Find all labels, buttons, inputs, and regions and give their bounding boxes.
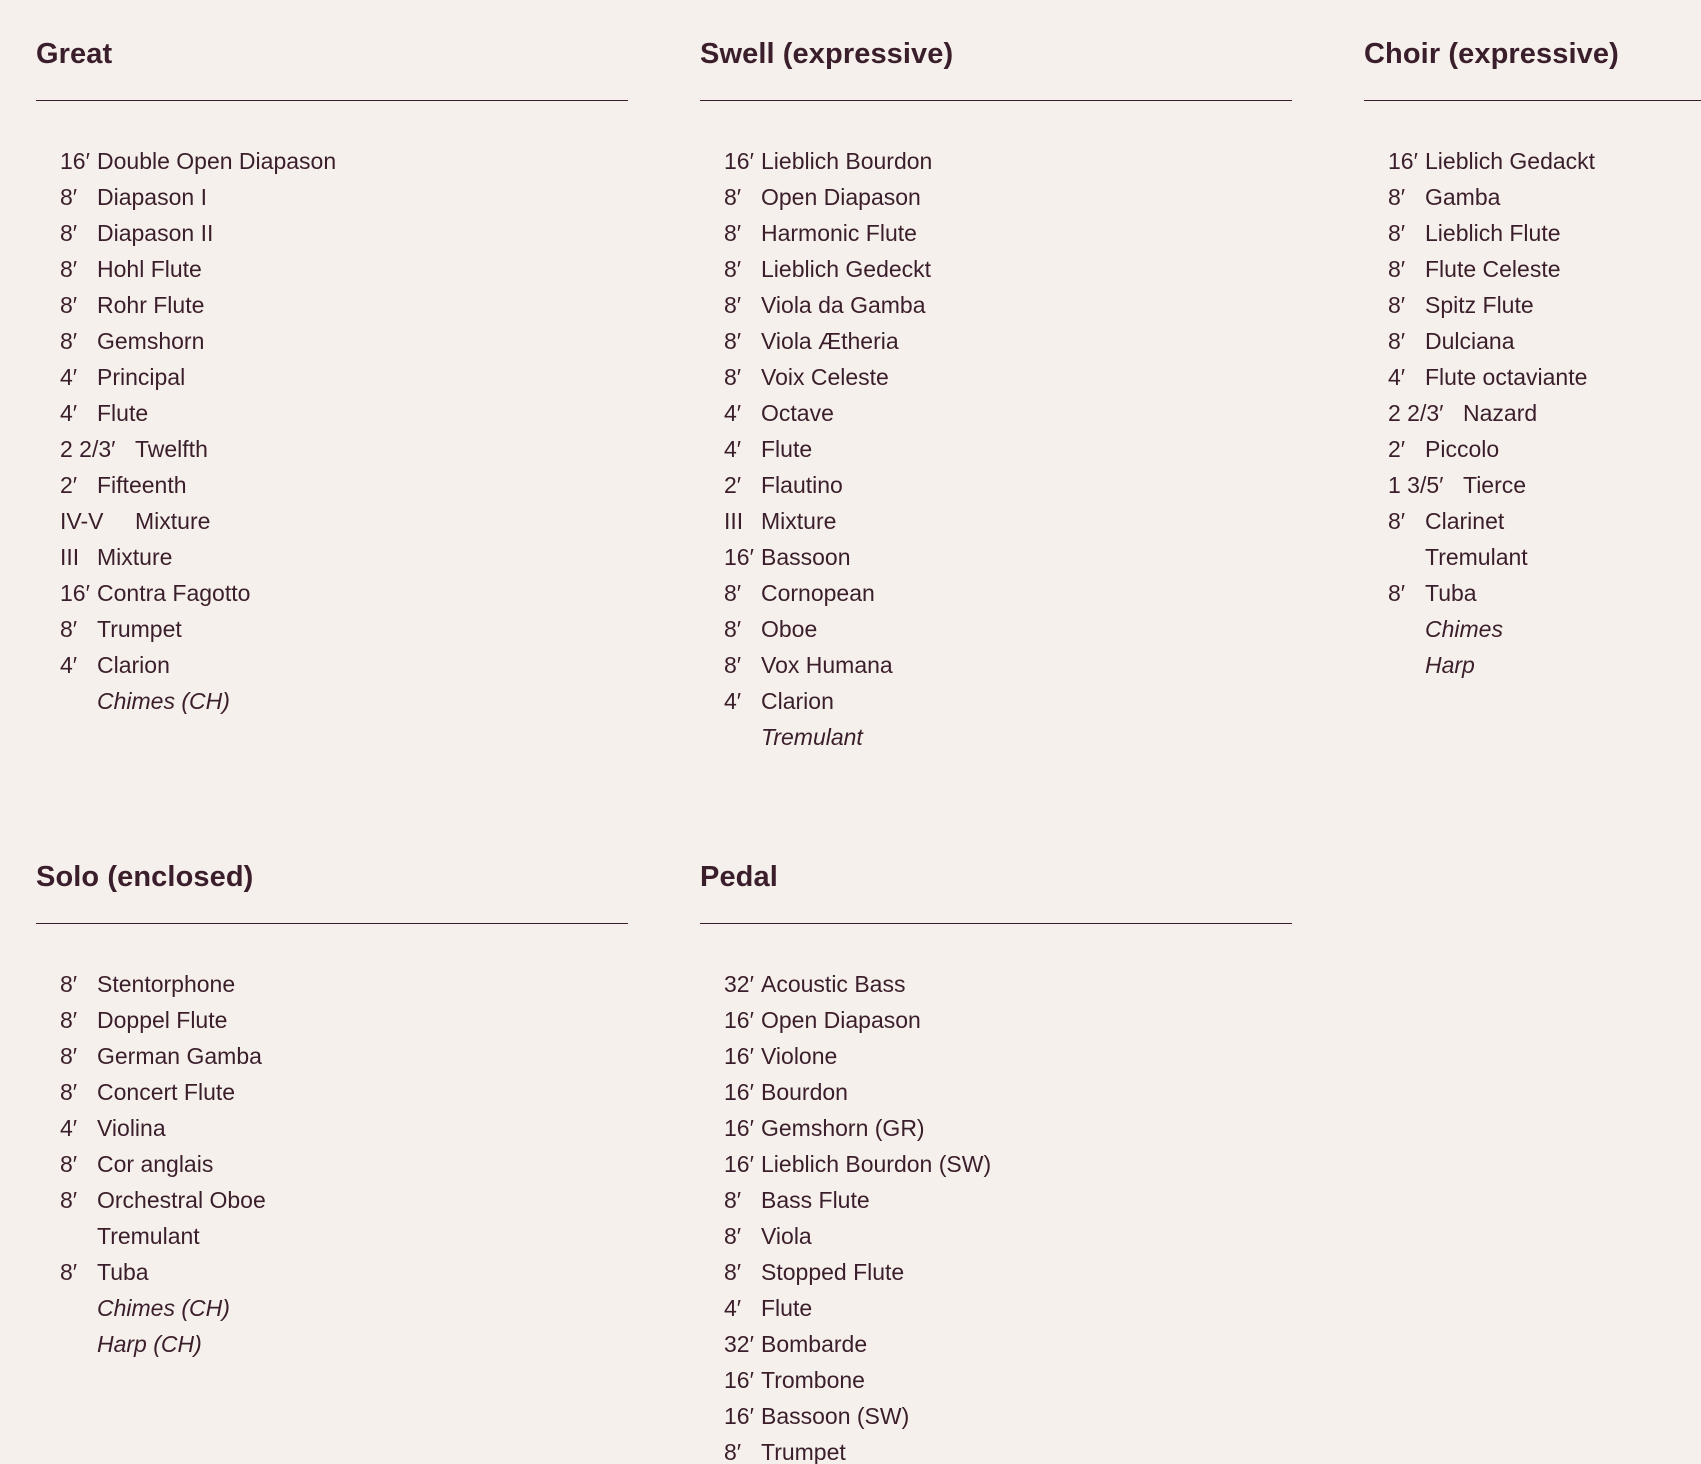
stop-item: [1388, 323, 1701, 359]
stop-pitch: 8′: [60, 1079, 78, 1105]
stop-name: Tuba: [1425, 580, 1477, 606]
stop-name: Mixture: [97, 544, 173, 570]
stop-item: [724, 359, 1292, 395]
stop-name: Spitz Flute: [1425, 292, 1534, 318]
stop-item: [60, 359, 628, 395]
stop-item: [60, 611, 628, 647]
stop-name: Double Open Diapason: [97, 148, 337, 174]
stop-item: [60, 1326, 628, 1362]
stop-pitch: 8′: [724, 184, 742, 210]
stop-pitch: 8′: [724, 220, 742, 246]
stop-name: Trumpet: [97, 616, 182, 642]
stop-item: [724, 323, 1292, 359]
stop-list: [700, 924, 1292, 1464]
stop-item: [724, 611, 1292, 647]
stop-name: Hohl Flute: [97, 256, 202, 282]
division-title: Solo (enclosed): [36, 861, 254, 893]
stop-item: [724, 143, 1292, 179]
stop-name: Bass Flute: [761, 1187, 870, 1213]
stop-item: [60, 1290, 628, 1326]
stop-item: [724, 251, 1292, 287]
stop-name: Gemshorn: [97, 328, 205, 354]
stop-name: Nazard: [1463, 400, 1538, 426]
stop-pitch: 16′: [724, 1043, 754, 1069]
stop-name: Chimes (CH): [97, 1295, 230, 1321]
stop-pitch: 8′: [60, 184, 78, 210]
stop-item: [60, 966, 628, 1002]
stop-name: Viola: [761, 1223, 812, 1249]
stop-pitch: 8′: [60, 1007, 78, 1033]
division-great: [36, 20, 628, 719]
stop-pitch: 8′: [724, 1259, 742, 1285]
stop-pitch: 16′: [724, 1079, 754, 1105]
division-title: Pedal: [700, 861, 778, 893]
stop-name: Tierce: [1463, 472, 1527, 498]
stop-item: [724, 179, 1292, 215]
stop-name: Doppel Flute: [97, 1007, 228, 1033]
stop-item: [60, 1254, 628, 1290]
stop-item: [60, 575, 628, 611]
stop-name: Cor anglais: [97, 1151, 214, 1177]
stop-name: Gemshorn (GR): [761, 1115, 925, 1141]
stop-pitch: 16′: [1388, 148, 1418, 174]
stop-pitch: 8′: [1388, 328, 1406, 354]
stop-item: [60, 431, 628, 467]
stop-pitch: 2′: [60, 472, 78, 498]
division-choir: [1364, 20, 1701, 683]
stop-pitch: 4′: [60, 1115, 78, 1141]
stop-pitch: 8′: [724, 292, 742, 318]
stop-item: [1388, 539, 1701, 575]
stop-item: [724, 1254, 1292, 1290]
stop-name: Flute: [761, 436, 813, 462]
stop-item: [724, 215, 1292, 251]
stop-item: [724, 503, 1292, 539]
stop-item: [724, 1398, 1292, 1434]
stop-item: [724, 1434, 1292, 1464]
stop-name: Open Diapason: [761, 184, 921, 210]
stop-name: Acoustic Bass: [761, 971, 906, 997]
stop-pitch: 4′: [724, 688, 742, 714]
stop-item: [1388, 143, 1701, 179]
stop-name: Clarion: [97, 652, 170, 678]
stop-pitch: 4′: [724, 400, 742, 426]
stop-name: Octave: [761, 400, 834, 426]
stop-pitch: 1 3/5′: [1388, 472, 1444, 498]
stop-name: Oboe: [761, 616, 818, 642]
stop-pitch: 8′: [724, 328, 742, 354]
stop-pitch: 4′: [724, 436, 742, 462]
stop-pitch: 32′: [724, 971, 754, 997]
stop-name: Clarion: [761, 688, 834, 714]
stop-pitch: 16′: [724, 1115, 754, 1141]
stop-name: Lieblich Gedackt: [1425, 148, 1596, 174]
stop-item: [724, 1074, 1292, 1110]
stop-pitch: 4′: [60, 400, 78, 426]
stop-name: Viola Ætheria: [761, 328, 899, 354]
division-title: Choir (expressive): [1364, 38, 1619, 70]
stop-item: [724, 1182, 1292, 1218]
stop-pitch: 8′: [60, 616, 78, 642]
stop-name: Tremulant: [1425, 544, 1528, 570]
stop-item: [724, 1218, 1292, 1254]
stop-item: [724, 647, 1292, 683]
stop-item: [724, 395, 1292, 431]
stop-list: [36, 101, 628, 719]
stop-item: [1388, 215, 1701, 251]
stop-item: [1388, 611, 1701, 647]
stop-item: [60, 683, 628, 719]
stop-name: Rohr Flute: [97, 292, 205, 318]
stop-item: [60, 215, 628, 251]
stop-pitch: 8′: [60, 1151, 78, 1177]
stop-name: Harp (CH): [97, 1331, 202, 1357]
stop-item: [1388, 647, 1701, 683]
stop-item: [724, 1110, 1292, 1146]
stop-name: Chimes: [1425, 616, 1503, 642]
division-title: Swell (expressive): [700, 38, 954, 70]
division-swell: [700, 20, 1292, 755]
stop-list: [36, 924, 628, 1362]
stop-pitch: 8′: [724, 1223, 742, 1249]
stop-pitch: 8′: [60, 220, 78, 246]
stop-item: [1388, 431, 1701, 467]
stop-item: [724, 1326, 1292, 1362]
stop-pitch: III: [60, 544, 80, 570]
stop-pitch: 8′: [60, 1187, 78, 1213]
division-pedal: [700, 843, 1292, 1464]
stop-item: [1388, 359, 1701, 395]
stop-item: [724, 1146, 1292, 1182]
stop-pitch: 4′: [60, 364, 78, 390]
stop-pitch: 16′: [724, 148, 754, 174]
stop-pitch: 2 2/3′: [60, 436, 116, 462]
stop-item: [60, 179, 628, 215]
stop-name: Bombarde: [761, 1331, 868, 1357]
stop-pitch: 8′: [1388, 220, 1406, 246]
stop-pitch: 16′: [60, 148, 90, 174]
stop-item: [60, 1110, 628, 1146]
stop-item: [60, 251, 628, 287]
stop-item: [1388, 503, 1701, 539]
stop-name: Cornopean: [761, 580, 875, 606]
stop-item: [60, 503, 628, 539]
stop-item: [724, 966, 1292, 1002]
stop-name: Tuba: [97, 1259, 149, 1285]
stop-pitch: 2′: [724, 472, 742, 498]
stop-name: Flute Celeste: [1425, 256, 1561, 282]
stop-item: [724, 1038, 1292, 1074]
stop-pitch: 8′: [60, 328, 78, 354]
stop-name: Lieblich Bourdon: [761, 148, 933, 174]
stop-name: Bourdon: [761, 1079, 848, 1105]
stop-pitch: 2′: [1388, 436, 1406, 462]
stop-pitch: 16′: [724, 1367, 754, 1393]
stop-name: Contra Fagotto: [97, 580, 251, 606]
stop-item: [60, 1038, 628, 1074]
stop-list: [700, 101, 1292, 755]
stop-item: [724, 467, 1292, 503]
stop-pitch: 8′: [724, 364, 742, 390]
stop-name: Flute: [761, 1295, 813, 1321]
stop-item: [724, 431, 1292, 467]
stop-item: [60, 1002, 628, 1038]
stop-item: [724, 1362, 1292, 1398]
stop-name: Flute: [97, 400, 149, 426]
stop-name: Principal: [97, 364, 186, 390]
stop-name: Twelfth: [135, 436, 208, 462]
stop-name: Bassoon (SW): [761, 1403, 910, 1429]
stop-name: Voix Celeste: [761, 364, 889, 390]
stop-pitch: 8′: [60, 1043, 78, 1069]
stop-item: [60, 1182, 628, 1218]
stop-item: [724, 539, 1292, 575]
stop-pitch: 8′: [724, 616, 742, 642]
stop-pitch: IV-V: [60, 508, 104, 534]
stop-item: [1388, 575, 1701, 611]
stop-item: [724, 575, 1292, 611]
stop-name: Lieblich Flute: [1425, 220, 1561, 246]
stop-name: Tremulant: [761, 724, 863, 750]
stop-pitch: 8′: [724, 1187, 742, 1213]
stop-item: [724, 1290, 1292, 1326]
stop-item: [724, 1002, 1292, 1038]
stop-name: Chimes (CH): [97, 688, 230, 714]
stop-pitch: 8′: [724, 580, 742, 606]
stop-item: [60, 1074, 628, 1110]
stop-pitch: 8′: [1388, 508, 1406, 534]
stop-name: Clarinet: [1425, 508, 1505, 534]
stop-name: Open Diapason: [761, 1007, 921, 1033]
stop-item: [60, 647, 628, 683]
stop-name: Tremulant: [97, 1223, 200, 1249]
stop-item: [60, 287, 628, 323]
stop-item: [60, 1218, 628, 1254]
stop-name: Fifteenth: [97, 472, 187, 498]
division-title: Great: [36, 38, 113, 70]
stop-pitch: 8′: [724, 652, 742, 678]
stop-pitch: 8′: [1388, 184, 1406, 210]
stop-pitch: 8′: [1388, 256, 1406, 282]
stop-pitch: 8′: [1388, 292, 1406, 318]
stop-name: Trumpet: [761, 1439, 846, 1464]
stop-pitch: 32′: [724, 1331, 754, 1357]
stop-name: Stopped Flute: [761, 1259, 905, 1285]
stop-pitch: 8′: [724, 256, 742, 282]
stop-name: Lieblich Gedeckt: [761, 256, 932, 282]
stop-item: [1388, 395, 1701, 431]
stop-name: Diapason II: [97, 220, 214, 246]
stop-name: Concert Flute: [97, 1079, 236, 1105]
stop-pitch: 4′: [60, 652, 78, 678]
stop-name: German Gamba: [97, 1043, 262, 1069]
stop-name: Stentorphone: [97, 971, 236, 997]
stop-list: [1364, 101, 1701, 683]
stop-name: Viola da Gamba: [761, 292, 926, 318]
stop-name: Violina: [97, 1115, 166, 1141]
stop-item: [60, 539, 628, 575]
stop-item: [724, 287, 1292, 323]
stop-item: [724, 683, 1292, 719]
stop-name: Flautino: [761, 472, 843, 498]
stop-name: Diapason I: [97, 184, 207, 210]
stop-pitch: 4′: [724, 1295, 742, 1321]
stop-item: [60, 143, 628, 179]
stop-pitch: 8′: [60, 971, 78, 997]
stop-name: Lieblich Bourdon (SW): [761, 1151, 992, 1177]
stop-item: [1388, 287, 1701, 323]
stop-name: Bassoon: [761, 544, 851, 570]
stop-pitch: III: [724, 508, 744, 534]
stop-name: Dulciana: [1425, 328, 1515, 354]
stop-item: [1388, 251, 1701, 287]
stop-pitch: 8′: [60, 1259, 78, 1285]
stop-pitch: 16′: [724, 1007, 754, 1033]
stop-pitch: 16′: [724, 544, 754, 570]
stop-name: Mixture: [761, 508, 837, 534]
stop-name: Piccolo: [1425, 436, 1500, 462]
stop-name: Mixture: [135, 508, 211, 534]
stop-pitch: 8′: [60, 292, 78, 318]
stop-name: Harmonic Flute: [761, 220, 917, 246]
stop-name: Flute octaviante: [1425, 364, 1588, 390]
stop-pitch: 16′: [724, 1151, 754, 1177]
stop-name: Harp: [1425, 652, 1475, 678]
stop-item: [1388, 467, 1701, 503]
stop-name: Trombone: [761, 1367, 865, 1393]
stop-item: [60, 395, 628, 431]
stop-name: Orchestral Oboe: [97, 1187, 266, 1213]
stop-name: Violone: [761, 1043, 838, 1069]
stop-pitch: 16′: [724, 1403, 754, 1429]
stop-item: [60, 1146, 628, 1182]
stop-item: [60, 323, 628, 359]
stop-pitch: 4′: [1388, 364, 1406, 390]
division-solo: [36, 843, 628, 1362]
stop-pitch: 8′: [724, 1439, 742, 1464]
stop-name: Gamba: [1425, 184, 1501, 210]
stop-pitch: 16′: [60, 580, 90, 606]
stop-item: [724, 719, 1292, 755]
stop-item: [1388, 179, 1701, 215]
stop-item: [60, 467, 628, 503]
stop-name: Vox Humana: [761, 652, 893, 678]
stop-pitch: 8′: [1388, 580, 1406, 606]
stop-pitch: 2 2/3′: [1388, 400, 1444, 426]
stop-pitch: 8′: [60, 256, 78, 282]
